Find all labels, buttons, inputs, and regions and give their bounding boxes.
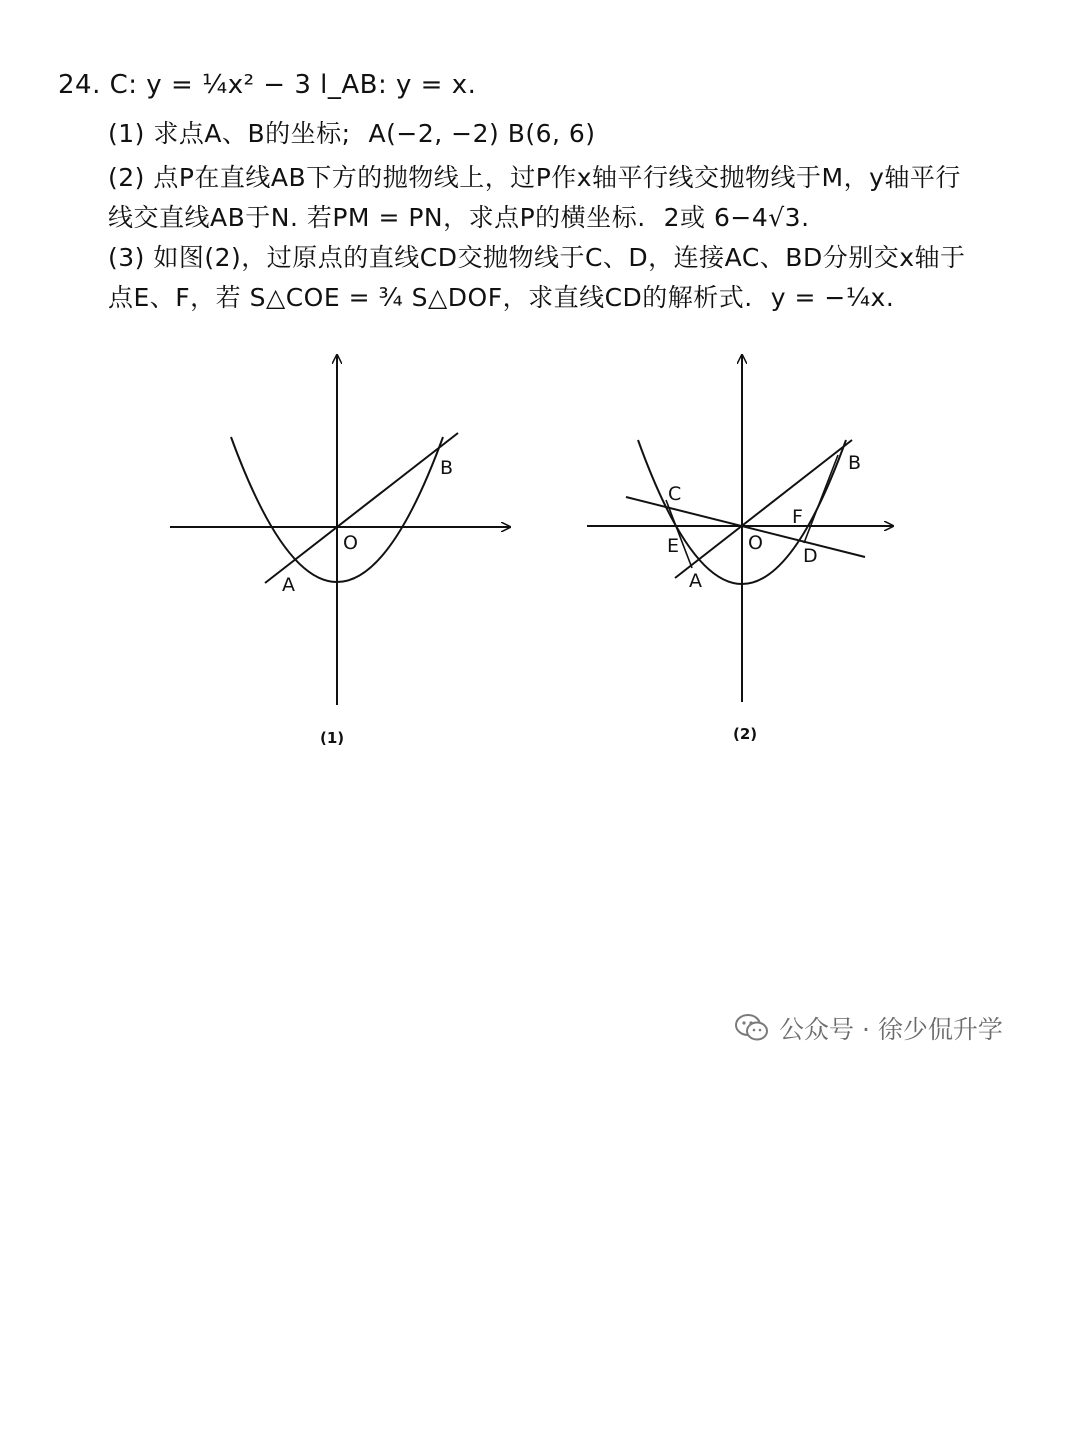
figure-2-label-e: E xyxy=(667,535,680,557)
figure-1-caption: (1) xyxy=(320,729,345,747)
figure-2-label-f: F xyxy=(792,506,803,528)
watermark-text: 公众号 · 徐少侃升学 xyxy=(779,1015,1003,1044)
figure-2-label-d: D xyxy=(803,545,818,567)
figure-2-label-c: C xyxy=(668,483,682,505)
figure-1-label-b: B xyxy=(440,457,454,479)
question-3-line-2 xyxy=(108,278,894,314)
figure-2-line-ab xyxy=(675,440,852,578)
watermark xyxy=(735,1010,1003,1046)
question-3-text: 点E、F，若 S△COE = ¾ S△DOF，求直线CD的解析式. xyxy=(108,283,753,312)
figure-2-segment-bd xyxy=(804,455,838,543)
figure-2-label-o: O xyxy=(748,532,763,554)
question-1 xyxy=(108,114,596,150)
question-2-line-1: (2) 点P在直线AB下方的抛物线上，过P作x轴平行线交抛物线于M，y轴平行 xyxy=(108,163,961,192)
figure-2-label-a: A xyxy=(689,570,702,592)
question-2-line-2 xyxy=(108,198,810,234)
figure-2-label-b: B xyxy=(848,452,862,474)
figures xyxy=(0,330,1080,760)
figure-2-caption: (2) xyxy=(733,725,758,743)
figure-2 xyxy=(587,355,893,743)
figure-1 xyxy=(170,355,510,747)
question-1-answer: A(−2, −2) B(6, 6) xyxy=(368,119,596,148)
question-3-answer: y = −¼x. xyxy=(770,283,895,312)
question-1-text: (1) 求点A、B的坐标; xyxy=(108,119,351,148)
question-2-answer: 2或 6−4√3. xyxy=(663,203,810,232)
question-3-line-1: (3) 如图(2)，过原点的直线CD交抛物线于C、D，连接AC、BD分别交x轴于 xyxy=(108,243,966,272)
figure-1-line-ab xyxy=(265,433,458,583)
problem-header: 24. C: y = ¼x² − 3 l_AB: y = x. xyxy=(58,70,477,100)
figure-1-label-o: O xyxy=(343,532,358,554)
wechat-icon xyxy=(735,1013,769,1043)
figure-1-label-a: A xyxy=(282,574,295,596)
question-2-text: 线交直线AB于N. 若PM = PN，求点P的横坐标. xyxy=(108,203,646,232)
